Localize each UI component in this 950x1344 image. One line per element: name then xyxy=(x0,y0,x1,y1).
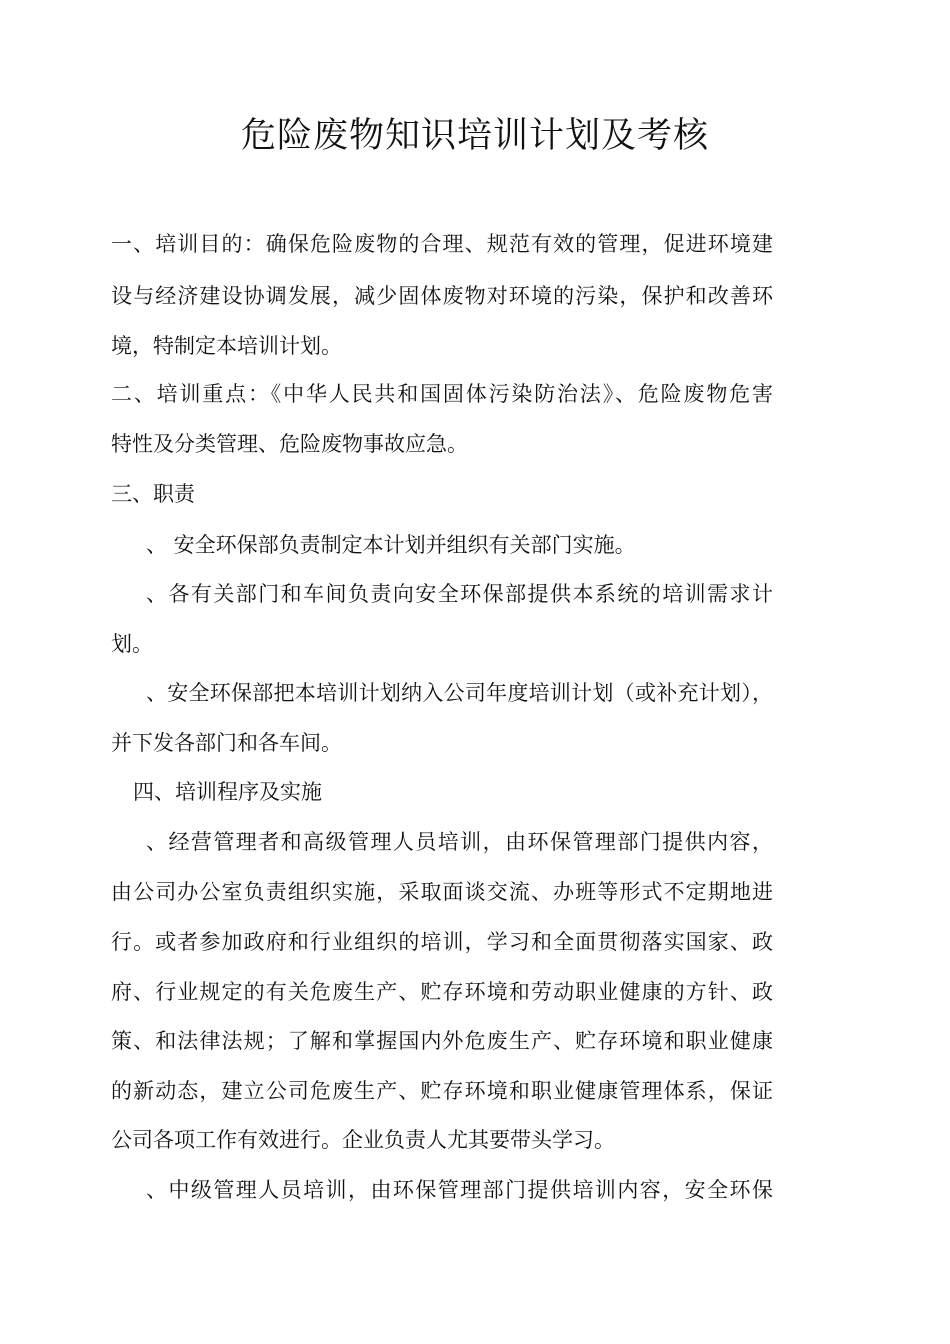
text-line: 策、和法律法规；了解和掌握国内外危废生产、贮存环境和职业健康 xyxy=(111,1029,773,1053)
document-title: 危险废物知识培训计划及考核 xyxy=(240,116,709,156)
text-line: 府、行业规定的有关危废生产、贮存环境和劳动职业健康的方针、政 xyxy=(111,980,773,1004)
text-line: 、中级管理人员培训，由环保管理部门提供培训内容，安全环保 xyxy=(146,1178,773,1202)
text-line: 由公司办公室负责组织实施，采取面谈交流、办班等形式不定期地进 xyxy=(111,880,773,904)
section-heading: 三、职责 xyxy=(111,482,195,506)
text-line: 特性及分类管理、危险废物事故应急。 xyxy=(111,432,468,456)
text-line: 、 安全环保部负责制定本计划并组织有关部门实施。 xyxy=(146,533,636,557)
text-line: 一、培训目的：确保危险废物的合理、规范有效的管理，促进环境建 xyxy=(111,232,773,256)
section-heading: 四、培训程序及实施 xyxy=(133,780,322,804)
text-line: 行。或者参加政府和行业组织的培训，学习和全面贯彻落实国家、政 xyxy=(111,930,773,954)
text-line: 、各有关部门和车间负责向安全环保部提供本系统的培训需求计 xyxy=(146,582,773,606)
text-line: 的新动态，建立公司危废生产、贮存环境和职业健康管理体系，保证 xyxy=(111,1079,773,1103)
text-line: 二、培训重点：《中华人民共和国固体污染防治法》、危险废物危害 xyxy=(111,382,773,406)
text-line: 并下发各部门和各车间。 xyxy=(111,731,342,755)
text-line: 、安全环保部把本培训计划纳入公司年度培训计划（或补充计划）， xyxy=(146,681,773,705)
text-line: 境，特制定本培训计划。 xyxy=(111,334,342,358)
text-line: 公司各项工作有效进行。企业负责人尤其要带头学习。 xyxy=(111,1128,615,1152)
text-line: 划。 xyxy=(111,632,153,656)
text-line: 设与经济建设协调发展，减少固体废物对环境的污染，保护和改善环 xyxy=(111,284,773,308)
text-line: 、经营管理者和高级管理人员培训，由环保管理部门提供内容， xyxy=(146,830,773,854)
